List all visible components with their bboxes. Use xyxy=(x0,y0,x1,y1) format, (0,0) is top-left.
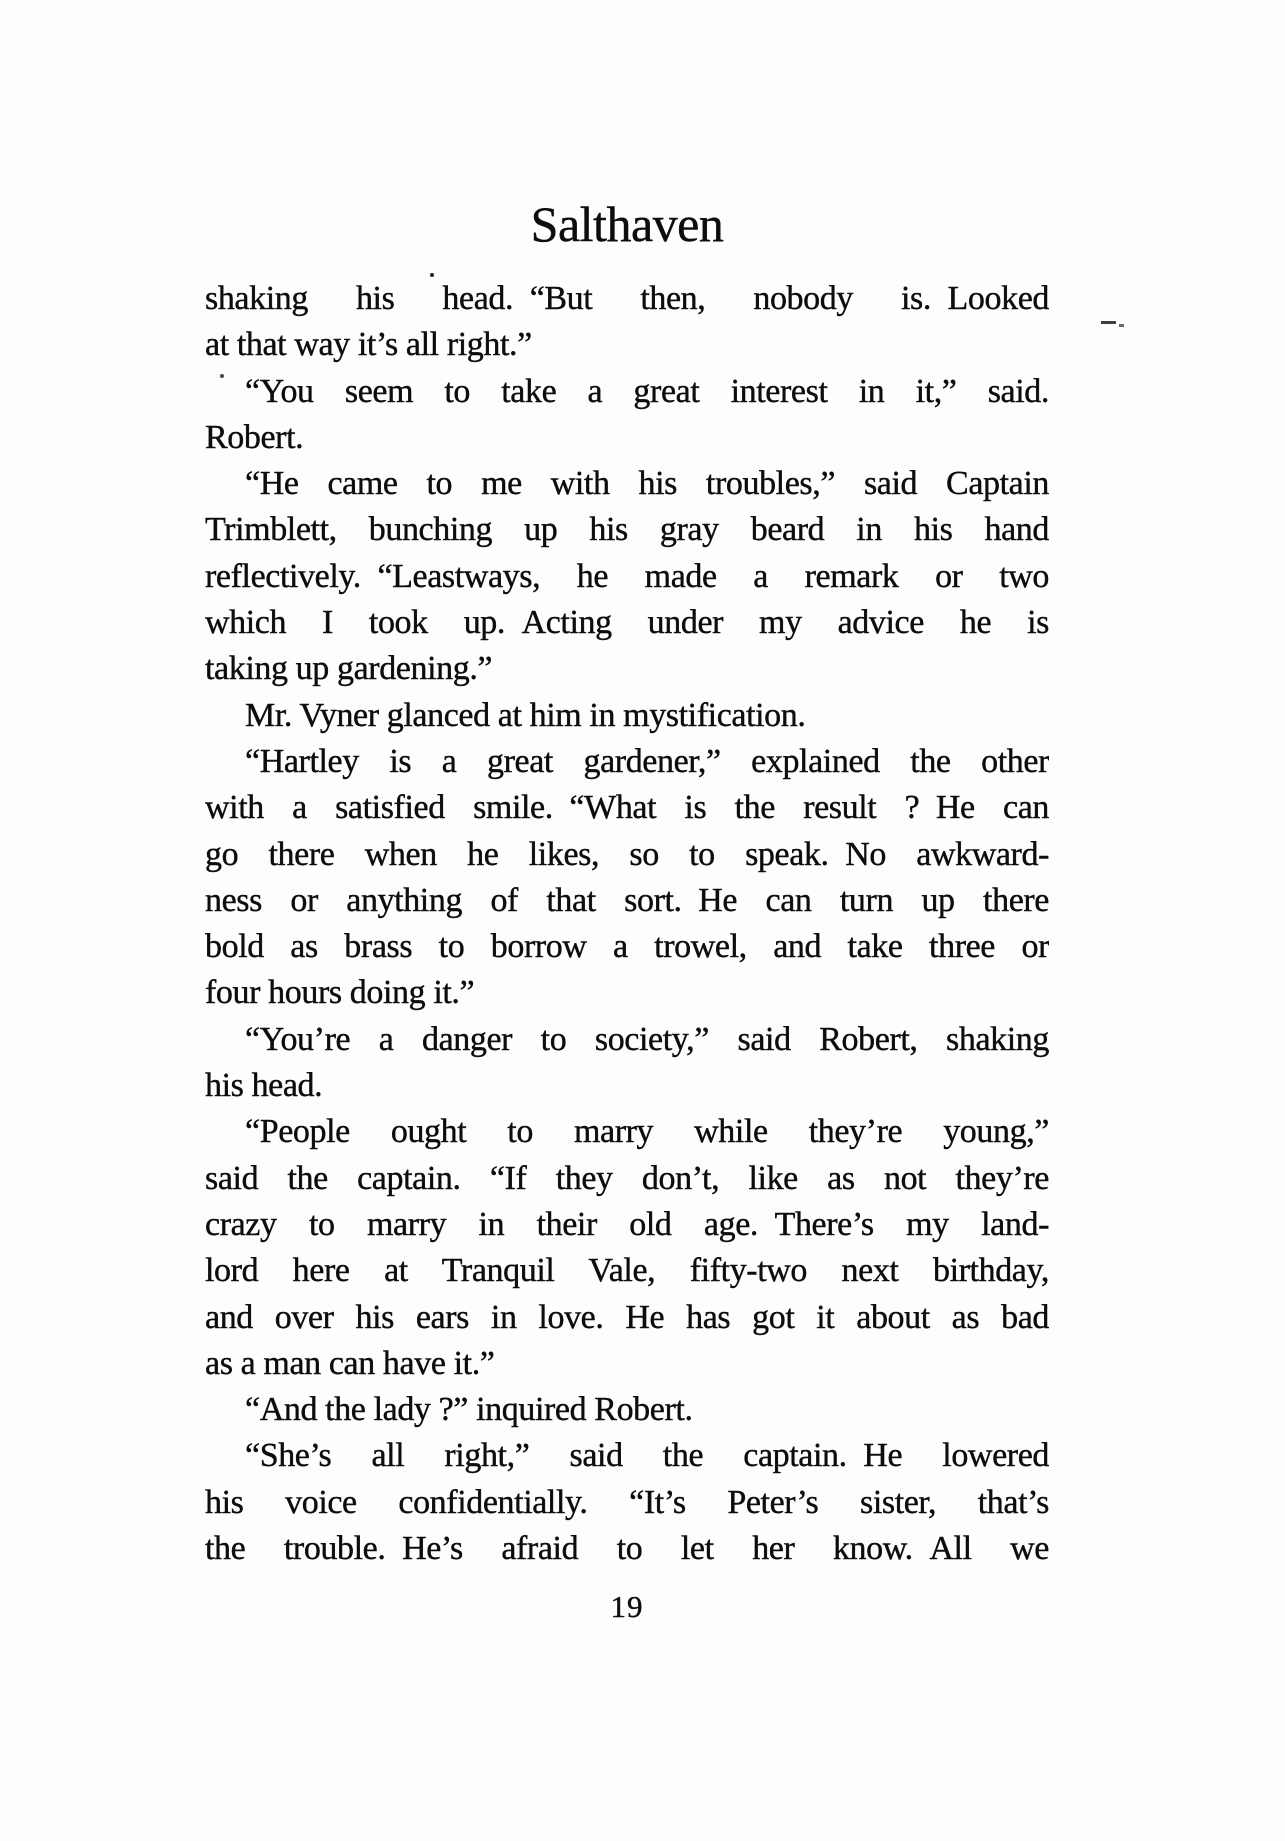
text-line: Trimblett, bunching up his gray beard in his hand xyxy=(205,511,1049,549)
text-line: four hours doing it.” xyxy=(205,974,475,1012)
text-line: taking up gardening.” xyxy=(205,650,493,688)
text-line: crazy to marry in their old age. There’s my land- xyxy=(205,1205,1049,1243)
text-line: “You seem to take a great interest in it,” said. xyxy=(245,372,1049,410)
scan-speck-margin-dot xyxy=(220,374,224,378)
text-line: reflectively. “Leastways, he made a remark or two xyxy=(205,557,1049,595)
text-line: Mr. Vyner glanced at him in mystification. xyxy=(245,696,806,734)
text-line: “You’re a danger to society,” said Robert, shaking xyxy=(245,1020,1049,1058)
text-line: as a man can have it.” xyxy=(205,1344,495,1382)
text-line: and over his ears in love. He has got it about as bad xyxy=(205,1298,1049,1336)
body-text xyxy=(205,276,1049,1572)
text-line: his voice confidentially. “It’s Peter’s sister, that’s xyxy=(205,1483,1049,1521)
scan-speck-head-dot xyxy=(430,273,434,277)
text-line: bold as brass to borrow a trowel, and take three or xyxy=(205,928,1049,966)
text-line: “Hartley is a great gardener,” explained the other xyxy=(245,742,1049,780)
text-line: shaking his head. “But then, nobody is. Looked xyxy=(205,280,1049,317)
text-line: the trouble. He’s afraid to let her know. All we xyxy=(205,1530,1049,1568)
text-line: “And the lady ?” inquired Robert. xyxy=(245,1391,693,1429)
text-line: said the captain. “If they don’t, like as not they’re xyxy=(205,1159,1049,1197)
text-line: Robert. xyxy=(205,418,304,456)
text-line: at that way it’s all right.” xyxy=(205,326,532,364)
text-line: “People ought to marry while they’re young,” xyxy=(245,1113,1049,1151)
text-line: lord here at Tranquil Vale, fifty-two next birthday, xyxy=(205,1252,1049,1290)
scan-speck-dash-small xyxy=(1119,324,1124,327)
text-line: ness or anything of that sort. He can turn up there xyxy=(205,881,1049,919)
scan-speck-dash xyxy=(1101,321,1116,324)
text-line: which I took up. Acting under my advice he is xyxy=(205,604,1049,642)
page-number: 19 xyxy=(610,1589,644,1624)
text-line: “He came to me with his troubles,” said Captain xyxy=(245,465,1049,503)
text-line: go there when he likes, so to speak. No awkward- xyxy=(205,835,1049,873)
text-line: his head. xyxy=(205,1067,323,1105)
text-line: with a satisfied smile. “What is the result ? He can xyxy=(205,789,1049,827)
text-line: “She’s all right,” said the captain. He lowered xyxy=(245,1437,1049,1475)
page-title: Salthaven xyxy=(530,196,724,252)
